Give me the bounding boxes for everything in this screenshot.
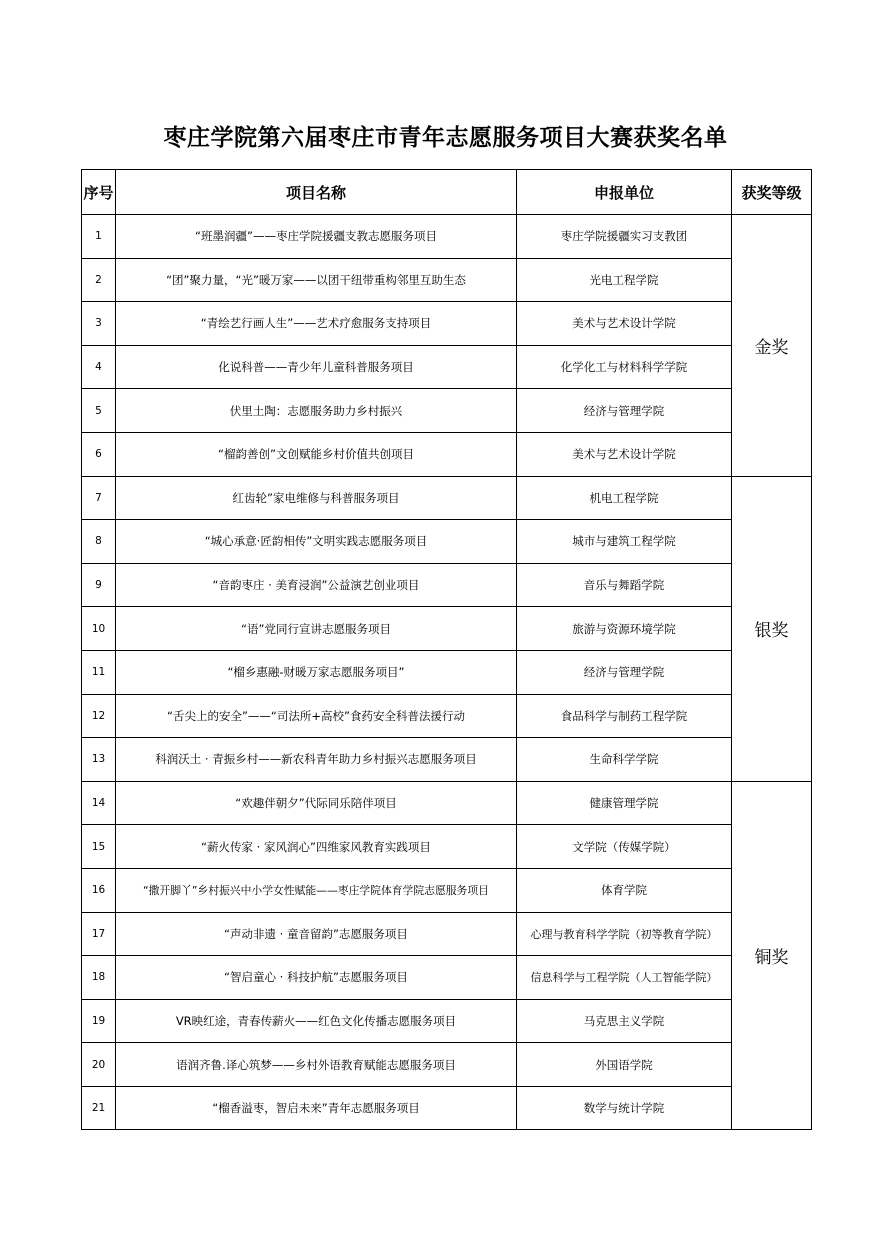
table-row	[82, 1043, 812, 1087]
applicant-unit-cell: 马克思主义学院	[517, 999, 732, 1043]
project-name-cell: 红齿轮”家电维修与科普服务项目	[116, 476, 517, 520]
project-name-cell: “智启童心 · 科技护航”志愿服务项目	[116, 956, 517, 1000]
row-number: 14	[82, 781, 116, 825]
project-name-cell: “青绘艺行画人生”——艺术疗愈服务支持项目	[116, 302, 517, 346]
applicant-unit-cell: 化学化工与材料科学学院	[517, 345, 732, 389]
row-number: 8	[82, 520, 116, 564]
applicant-unit-cell: 枣庄学院援疆实习支教团	[517, 215, 732, 259]
table-row	[82, 868, 812, 912]
row-number: 10	[82, 607, 116, 651]
project-name-cell: “团”聚力量，“光”暖万家——以团干纽带重构邻里互助生态	[116, 258, 517, 302]
table-row	[82, 781, 812, 825]
row-number: 11	[82, 650, 116, 694]
applicant-unit-cell: 信息科学与工程学院（人工智能学院）	[517, 956, 732, 1000]
row-number: 18	[82, 956, 116, 1000]
table-row	[82, 956, 812, 1000]
applicant-unit-cell: 美术与艺术设计学院	[517, 432, 732, 476]
project-name-cell: “榴乡惠融-财暖万家志愿服务项目”	[116, 650, 517, 694]
project-name-cell: “音韵枣庄 · 美育浸润”公益演艺创业项目	[116, 563, 517, 607]
project-name-cell: 科润沃土 · 青振乡村——新农科青年助力乡村振兴志愿服务项目	[116, 738, 517, 782]
project-name-cell: “薪火传家 · 家风润心”四维家风教育实践项目	[116, 825, 517, 869]
row-number: 3	[82, 302, 116, 346]
document-title: 枣庄学院第六届枣庄市青年志愿服务项目大赛获奖名单	[163, 124, 728, 151]
applicant-unit-cell: 美术与艺术设计学院	[517, 302, 732, 346]
project-name-cell: “欢趣伴朝夕”代际同乐陪伴项目	[116, 781, 517, 825]
project-name-cell: 伏里土陶：志愿服务助力乡村振兴	[116, 389, 517, 433]
header-award-level: 获奖等级	[732, 170, 812, 215]
applicant-unit-cell: 健康管理学院	[517, 781, 732, 825]
row-number: 20	[82, 1043, 116, 1087]
award-gold: 金奖	[732, 215, 812, 477]
project-name-cell: “城心承意·匠韵相传”文明实践志愿服务项目	[116, 520, 517, 564]
award-silver: 银奖	[732, 476, 812, 781]
applicant-unit-cell: 旅游与资源环境学院	[517, 607, 732, 651]
table-row	[82, 345, 812, 389]
applicant-unit-cell: 经济与管理学院	[517, 650, 732, 694]
row-number: 12	[82, 694, 116, 738]
applicant-unit-cell: 心理与教育科学学院（初等教育学院）	[517, 912, 732, 956]
table-row	[82, 520, 812, 564]
header-serial-number: 序号	[82, 170, 116, 215]
row-number: 13	[82, 738, 116, 782]
row-number: 1	[82, 215, 116, 259]
applicant-unit-cell: 生命科学学院	[517, 738, 732, 782]
table-row	[82, 825, 812, 869]
table-row	[82, 999, 812, 1043]
project-name-cell: 语润齐鲁.译心筑梦——乡村外语教育赋能志愿服务项目	[116, 1043, 517, 1087]
table-row	[82, 302, 812, 346]
project-name-cell: “榴香溢枣，智启未来”青年志愿服务项目	[116, 1086, 517, 1130]
applicant-unit-cell: 经济与管理学院	[517, 389, 732, 433]
row-number: 5	[82, 389, 116, 433]
project-name-cell: “舌尖上的安全”——“司法所+高校”食药安全科普法援行动	[116, 694, 517, 738]
table-row	[82, 694, 812, 738]
row-number: 17	[82, 912, 116, 956]
row-number: 19	[82, 999, 116, 1043]
table-row	[82, 389, 812, 433]
applicant-unit-cell: 文学院（传媒学院）	[517, 825, 732, 869]
header-applicant-unit: 申报单位	[517, 170, 732, 215]
row-number: 21	[82, 1086, 116, 1130]
project-name-cell: VR映红途，青春传薪火——红色文化传播志愿服务项目	[116, 999, 517, 1043]
table-row	[82, 563, 812, 607]
row-number: 16	[82, 868, 116, 912]
project-name-cell: “声动非遗 · 童音留韵”志愿服务项目	[116, 912, 517, 956]
table-row	[82, 432, 812, 476]
table-row	[82, 738, 812, 782]
project-name-cell: “班墨润疆”——枣庄学院援疆支教志愿服务项目	[116, 215, 517, 259]
applicant-unit-cell: 食品科学与制药工程学院	[517, 694, 732, 738]
applicant-unit-cell: 体育学院	[517, 868, 732, 912]
award-bronze: 铜奖	[732, 781, 812, 1130]
header-project-name: 项目名称	[116, 170, 517, 215]
applicant-unit-cell: 城市与建筑工程学院	[517, 520, 732, 564]
project-name-cell: “榴韵善创”文创赋能乡村价值共创项目	[116, 432, 517, 476]
award-list-table	[81, 169, 812, 1130]
applicant-unit-cell: 光电工程学院	[517, 258, 732, 302]
table-row	[82, 258, 812, 302]
project-name-cell: “语”党同行宣讲志愿服务项目	[116, 607, 517, 651]
row-number: 4	[82, 345, 116, 389]
table-row	[82, 476, 812, 520]
table-header-row	[82, 170, 812, 215]
row-number: 7	[82, 476, 116, 520]
applicant-unit-cell: 数学与统计学院	[517, 1086, 732, 1130]
table-row	[82, 1086, 812, 1130]
table-row	[82, 650, 812, 694]
row-number: 6	[82, 432, 116, 476]
row-number: 9	[82, 563, 116, 607]
table-row	[82, 215, 812, 259]
table-row	[82, 607, 812, 651]
applicant-unit-cell: 音乐与舞蹈学院	[517, 563, 732, 607]
row-number: 15	[82, 825, 116, 869]
row-number: 2	[82, 258, 116, 302]
table-row	[82, 912, 812, 956]
project-name-cell: 化说科普——青少年儿童科普服务项目	[116, 345, 517, 389]
applicant-unit-cell: 机电工程学院	[517, 476, 732, 520]
applicant-unit-cell: 外国语学院	[517, 1043, 732, 1087]
project-name-cell: “撒开脚丫”乡村振兴中小学女性赋能——枣庄学院体育学院志愿服务项目	[116, 868, 517, 912]
